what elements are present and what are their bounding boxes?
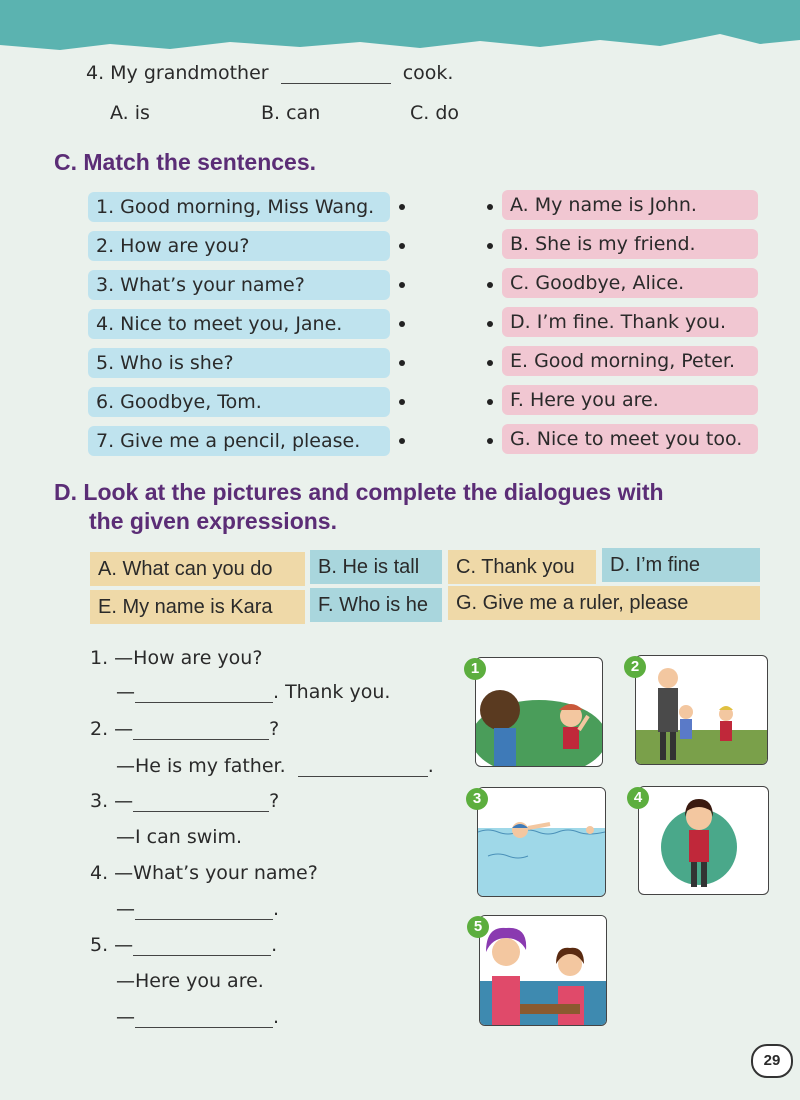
dialogue-2-answer-suffix: . xyxy=(427,755,434,777)
match-left-1: 1. Good morning, Miss Wang. xyxy=(88,192,390,222)
answer-blank[interactable] xyxy=(298,758,428,777)
picture-4-illustration xyxy=(639,787,768,894)
question-4-end: cook. xyxy=(402,62,454,84)
picture-5 xyxy=(479,915,607,1026)
top-banner xyxy=(0,0,800,60)
expression-g: G. Give me a ruler, please xyxy=(448,586,760,620)
dialogue-2-answer xyxy=(116,755,434,777)
dialogue-4-suffix: . xyxy=(273,898,280,920)
dash: — xyxy=(116,681,135,703)
expression-c: C. Thank you xyxy=(448,550,596,584)
dialogue-3-answer: —I can swim. xyxy=(116,826,243,848)
expression-a: A. What can you do xyxy=(90,552,305,586)
match-dot-right-g[interactable] xyxy=(487,438,493,444)
dialogue-2-prefix: 2. — xyxy=(90,718,134,740)
answer-blank[interactable] xyxy=(281,65,391,84)
picture-number-1: 1 xyxy=(464,658,486,680)
option-c: C. do xyxy=(410,102,460,124)
match-dot-right-f[interactable] xyxy=(487,399,493,405)
picture-5-illustration xyxy=(480,916,606,1025)
answer-blank[interactable] xyxy=(133,793,269,812)
match-dot-left-7[interactable] xyxy=(399,438,405,444)
answer-blank[interactable] xyxy=(135,684,273,703)
section-c-heading: C. Match the sentences. xyxy=(54,149,317,175)
picture-number-2: 2 xyxy=(624,656,646,678)
dialogue-3-suffix: ? xyxy=(269,790,280,812)
match-right-b: B. She is my friend. xyxy=(502,229,758,259)
dash: — xyxy=(116,898,135,920)
dialogue-3-prefix: 3. — xyxy=(90,790,134,812)
dialogue-4-question: 4. —What’s your name? xyxy=(90,862,318,884)
picture-number-4: 4 xyxy=(627,787,649,809)
dialogue-2-suffix: ? xyxy=(269,718,280,740)
match-dot-left-5[interactable] xyxy=(399,360,405,366)
match-dot-left-2[interactable] xyxy=(399,243,405,249)
expression-e: E. My name is Kara xyxy=(90,590,305,624)
picture-number-5: 5 xyxy=(467,916,489,938)
match-right-f: F. Here you are. xyxy=(502,385,758,415)
match-dot-right-c[interactable] xyxy=(487,282,493,288)
match-dot-right-a[interactable] xyxy=(487,204,493,210)
dialogue-1-question: 1. —How are you? xyxy=(90,647,263,669)
match-left-2: 2. How are you? xyxy=(88,231,390,261)
match-right-e: E. Good morning, Peter. xyxy=(502,346,758,376)
picture-1 xyxy=(475,657,603,767)
dialogue-4-answer xyxy=(116,898,279,920)
section-d-heading: D. Look at the pictures and complete the dialogues with xyxy=(54,479,664,505)
picture-3 xyxy=(477,787,606,897)
match-left-4: 4. Nice to meet you, Jane. xyxy=(88,309,390,339)
dialogue-3-question xyxy=(90,790,279,812)
section-d-heading-line2: the given expressions. xyxy=(89,508,337,534)
match-dot-left-3[interactable] xyxy=(399,282,405,288)
picture-1-illustration xyxy=(476,658,602,766)
dialogue-5-reply xyxy=(116,1006,279,1028)
match-left-5: 5. Who is she? xyxy=(88,348,390,378)
picture-2 xyxy=(635,655,768,765)
question-4 xyxy=(86,62,453,84)
picture-2-illustration xyxy=(636,656,767,764)
answer-blank[interactable] xyxy=(135,1009,273,1028)
option-a: A. is xyxy=(110,102,150,124)
page-number: 29 xyxy=(751,1044,793,1078)
dialogue-5-suffix: . xyxy=(271,934,278,956)
match-right-a: A. My name is John. xyxy=(502,190,758,220)
picture-4 xyxy=(638,786,769,895)
answer-blank[interactable] xyxy=(133,937,271,956)
dialogue-1-suffix: . Thank you. xyxy=(273,681,391,703)
expression-b: B. He is tall xyxy=(310,550,442,584)
dialogue-2-question xyxy=(90,718,279,740)
dialogue-5-prefix: 5. — xyxy=(90,934,134,956)
match-dot-left-1[interactable] xyxy=(399,204,405,210)
option-b: B. can xyxy=(261,102,321,124)
picture-number-3: 3 xyxy=(466,788,488,810)
dash: — xyxy=(116,1006,135,1028)
match-dot-left-6[interactable] xyxy=(399,399,405,405)
answer-blank[interactable] xyxy=(135,901,273,920)
match-left-3: 3. What’s your name? xyxy=(88,270,390,300)
dialogue-5-answer: —Here you are. xyxy=(116,970,264,992)
match-dot-right-e[interactable] xyxy=(487,360,493,366)
match-right-d: D. I’m fine. Thank you. xyxy=(502,307,758,337)
dialogue-1-answer xyxy=(116,681,390,703)
expression-d: D. I’m fine xyxy=(602,548,760,582)
picture-3-illustration xyxy=(478,788,605,896)
match-right-c: C. Goodbye, Alice. xyxy=(502,268,758,298)
match-right-g: G. Nice to meet you too. xyxy=(502,424,758,454)
match-dot-left-4[interactable] xyxy=(399,321,405,327)
match-left-6: 6. Goodbye, Tom. xyxy=(88,387,390,417)
answer-blank[interactable] xyxy=(133,721,269,740)
match-left-7: 7. Give me a pencil, please. xyxy=(88,426,390,456)
dialogue-2-answer-text: —He is my father. xyxy=(116,755,286,777)
match-dot-right-d[interactable] xyxy=(487,321,493,327)
question-4-start: 4. My grandmother xyxy=(86,62,269,84)
match-dot-right-b[interactable] xyxy=(487,243,493,249)
dialogue-5-question xyxy=(90,934,277,956)
expression-f: F. Who is he xyxy=(310,588,442,622)
dialogue-5-reply-suffix: . xyxy=(273,1006,280,1028)
